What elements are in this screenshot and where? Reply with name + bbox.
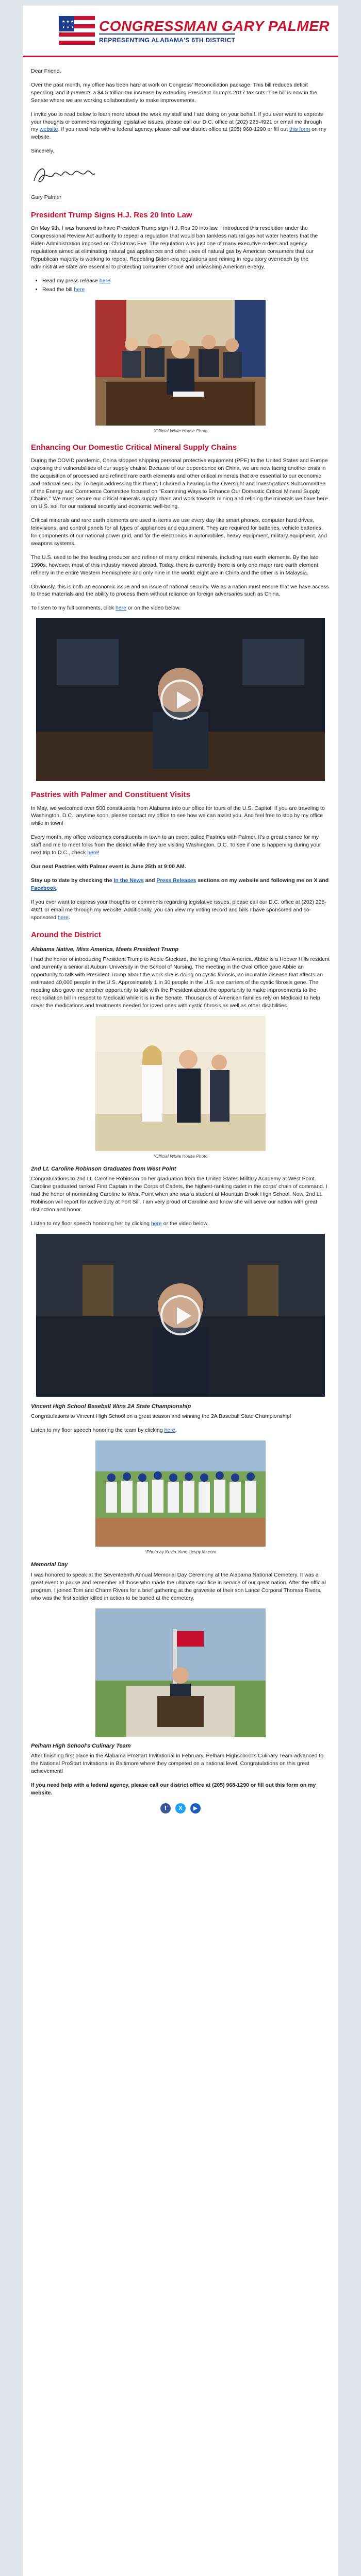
youtube-icon[interactable]: ▶ xyxy=(190,1803,201,1814)
miss-america-paragraph: I had the honor of introducing President Trump to Abbie Stockard, the reigning Miss America. Abbie is a Hoover Hills resident and currently a senior at Auburn University in the School of Nursing. The meeting in the Oval Office gave Abbie an opportunity to talk with President Trump about the work she is doing on cystic fibrosis, an incurable disease that affects an estimated 40,000 people in the U.S. Approximately 1 in 30 people in the U.S. are carriers of the cystic fibrosis gene. The meeting also gave me another opportunity to talk with the President about the opportunity to make improvements to the reconciliation bill in respect to Medicaid while it is in the Senate. Thousands of American families rely on Medicaid to help cover the medications and treatments needed for loved ones with cystic fibrosis as well as other disabilities. xyxy=(31,956,330,1009)
voting-record-paragraph: If you ever want to express your thoughts or comments regarding legislative issues, please call our D.C. office at (202) 225-4921 or email me through my website. Additionally, you can view my voting record and bills I have sponsored and co-sponsored here. xyxy=(31,899,326,921)
floor-speech-link[interactable]: here xyxy=(151,1220,162,1227)
voting-record-link[interactable]: here xyxy=(57,914,69,921)
west-point-listen: Listen to my floor speech honoring her by clicking here or the video below. xyxy=(31,1220,209,1227)
closing: Sincerely, xyxy=(31,148,55,155)
subheading-miss-america: Alabama Native, Miss America, Meets President Trump xyxy=(31,946,179,953)
stay-updated-paragraph: Stay up to date by checking the In the News and Press Releases sections on my website and following me on X and Facebook. xyxy=(31,877,329,891)
press-release-link[interactable]: here xyxy=(99,277,110,284)
subheading-west-point: 2nd Lt. Caroline Robinson Graduates from West Point xyxy=(31,1165,176,1172)
memorial-day-paragraph: I was honored to speak at the Seventeenth Annual Memorial Day Ceremony at the Alabama National Cemetery. It was a great event to pause and remember all those who made the ultimate sacrifice in service of our great nation. After the official program, I joined Tom and Charm Rivers for a brief gathering at the gravesite of their son Lance Corporal Thomas Rivers, who was the first soldier killed in action to be buried at the cemetery. xyxy=(31,1571,326,1601)
section-heading-hj-res: President Trump Signs H.J. Res 20 Into Law xyxy=(31,210,192,219)
photo-caption: *Official White House Photo xyxy=(153,1153,208,1159)
banner-subtitle: REPRESENTING ALABAMA'S 6TH DISTRICT xyxy=(99,33,235,45)
miss-america-photo xyxy=(95,1016,266,1151)
hj-res-links xyxy=(42,277,330,294)
minerals-paragraph: Critical minerals and rare earth elements are used in items we use every day like smart phones, computer hard drives, televisions, and control panels for all types of appliances and equipment. They are required for batteries, vehicle batteries, for components of our national power grid, and for the electronics in automobiles, heavy equipment, military equipment, and weapons systems. xyxy=(31,517,327,547)
news-link[interactable]: In the News xyxy=(113,877,144,884)
minerals-paragraph: The U.S. used to be the leading producer and refiner of many critical minerals, including rare earth elements. By the late 1990s, however, most of this industry moved abroad. Today, there is currently there is only one major rare earth element refinery in the entire Western Hemisphere and only nine in the world: eight are in China and the other is in Malaysia. xyxy=(31,554,319,576)
banner-title: CONGRESSMAN GARY PALMER xyxy=(99,18,330,34)
congressman-banner xyxy=(59,13,330,49)
list-item: • Read my press release here xyxy=(42,277,330,285)
bill-link[interactable]: here xyxy=(74,286,85,293)
section-heading-pastries: Pastries with Palmer and Constituent Visits xyxy=(31,790,190,800)
pastries-paragraph: Every month, my office welcomes constituents in town to an event called Pastries with Palmer. It's a great chance for my staff and me to meet folks from the district while they are visiting Washington, D.C. To see if one is happening during your next trip to D.C., check here! xyxy=(31,834,321,856)
website-link[interactable]: website xyxy=(39,126,58,133)
play-icon[interactable] xyxy=(160,680,201,720)
hj-res-paragraph: On May 9th, I was honored to have President Trump sign H.J. Res 20 into law. I introduced this resolution under the Congressional Review Act authority to repeal a regulation that would ban tankless natural gas hot water heaters that the Biden Administration imposed on Christmas Eve. The regulation was just one of many executive orders and agency regulations aimed at eliminating natural gas appliances and other uses of natural gas by American consumers that our Republican majority is working to repeal. Repealing Biden-era regulations and reining in regulatory overreach by the administrative state are essential to protecting consumer choice and unleashing American energy. xyxy=(31,225,318,270)
minerals-paragraph: Obviously, this is both an economic issue and an issue of national security. We as a nation must ensure that we have access to these materials and the ability to process them without reliance on foreign adversaries such as China. xyxy=(31,583,329,598)
list-item: • Read the bill here xyxy=(42,286,330,294)
signature-name: Gary Palmer xyxy=(31,194,61,201)
minerals-paragraph: During the COVID pandemic, China stopped shipping personal protective equipment (PPE) to the United States and Europe exposing the vulnerabilities of our supply chains. Because of our dependence on China, we are now facing another crisis in the acquisition of processed and refined rare earth elements and other critical minerals that are essential to our economic and national security. To begin addressing this threat, I chaired a hearing in the Oversight and Investigations Subcommittee of the Energy and Commerce Committee focused on "Examining Ways to Enhance Our Domestic Critical Mineral Supply Chains." We must secure our critical minerals supply chain and work towards mining and refining the minerals we have here on U.S. soil for our national security and economic well-being. xyxy=(31,457,328,510)
intro-paragraph: Over the past month, my office has been hard at work on Congress' Reconciliation package. This bill reduces deficit spending, and it prevents a $4.5 trillion tax increase by extending President Trump's 2017 tax cuts. The bill is now in the Senate where we are working collaboratively to make improvements. xyxy=(31,81,318,104)
newsletter xyxy=(23,6,338,2576)
svg-text:★ ★ ★: ★ ★ ★ xyxy=(62,20,74,24)
signature xyxy=(31,163,98,187)
vincent-speech-link[interactable]: here xyxy=(164,1427,175,1434)
vincent-paragraph: Congratulations to Vincent High School on a great season and winning the 2A Baseball State Championship! xyxy=(31,1413,291,1420)
west-point-paragraph: Congratulations to 2nd Lt. Caroline Robinson on her graduation from the United States Military Academy at West Point. Caroline graduated ranked First Captain in the Corps of Cadets, the highest-ranking cadet in the corps' chain of command. I had the honor of nominating Caroline to West Point when she was a student at Mountain Brook High School. Now, 2nd Lt. Robinson will report for active duty at Fort Sill. I am very proud of Caroline and know she will serve our nation with great distinction and honor. xyxy=(31,1176,327,1213)
section-heading-minerals: Enhancing Our Domestic Critical Mineral Supply Chains xyxy=(31,443,237,452)
contact-paragraph: I invite you to read below to learn more about the work my staff and I are doing on your behalf. If you ever want to express your thoughts or comments regarding legislative issues, please call our D.C. office at (202) 225-4921 or email me through my website. If you need help with a federal agency, please call our district office at (205) 968-1290 or fill out this form on my website. xyxy=(31,111,326,141)
facebook-link[interactable]: Facebook xyxy=(31,885,57,891)
subheading-vincent: Vincent High School Baseball Wins 2A State Championship xyxy=(31,1403,191,1410)
newsletter-body xyxy=(23,57,338,1814)
flag-icon xyxy=(59,16,95,45)
subheading-culinary: Pelham High School's Culinary Team xyxy=(31,1742,131,1749)
newsletter-header xyxy=(23,6,338,57)
pastries-link[interactable]: here xyxy=(87,850,99,856)
press-releases-link[interactable]: Press Releases xyxy=(156,877,196,884)
subheading-memorial-day: Memorial Day xyxy=(31,1562,68,1568)
photo-caption: *Official White House Photo xyxy=(153,428,208,433)
section-heading-district: Around the District xyxy=(31,930,101,940)
memorial-day-photo xyxy=(95,1608,266,1737)
next-event: Our next Pastries with Palmer event is June 25th at 9:00 AM. xyxy=(31,863,186,870)
facebook-icon[interactable]: f xyxy=(160,1803,171,1814)
minerals-listen-paragraph: To listen to my full comments, click here or on the video below. xyxy=(31,605,181,612)
bill-signing-photo xyxy=(95,300,266,426)
play-icon[interactable] xyxy=(160,1295,201,1335)
x-icon[interactable]: X xyxy=(175,1803,186,1814)
pastries-paragraph: In May, we welcomed over 500 constituents from Alabama into our office for tours of the U.S. Capitol! If you are traveling to Washington, D.C., anytime soon, please contact my office to see how we can assist you. And feel free to stop by my office while in town! xyxy=(31,805,325,827)
social-links xyxy=(31,1803,330,1814)
floor-speech-video[interactable] xyxy=(36,1234,325,1397)
vincent-listen: Listen to my floor speech honoring the team by clicking here. xyxy=(31,1427,177,1434)
svg-text:★ ★ ★: ★ ★ ★ xyxy=(62,25,74,29)
hearing-video[interactable] xyxy=(36,618,325,781)
baseball-team-photo xyxy=(95,1440,266,1547)
comments-link[interactable]: here xyxy=(115,605,126,612)
help-paragraph: If you need help with a federal agency, please call our district office at (205) 968-1290 or fill out this form on my website. xyxy=(31,1782,316,1796)
greeting: Dear Friend, xyxy=(31,68,61,74)
culinary-paragraph: After finishing first place in the Alabama ProStart Invitational in February, Pelham Highschool's Culinary Team advanced to the National ProStart Invitational in Baltimore where they competed on a national level. Congratulations on this great achievement! xyxy=(31,1753,324,1774)
form-link[interactable]: this form xyxy=(289,126,310,133)
photo-caption: *Photo by Kevin Vann | jcspy.ffb.com xyxy=(144,1549,217,1555)
